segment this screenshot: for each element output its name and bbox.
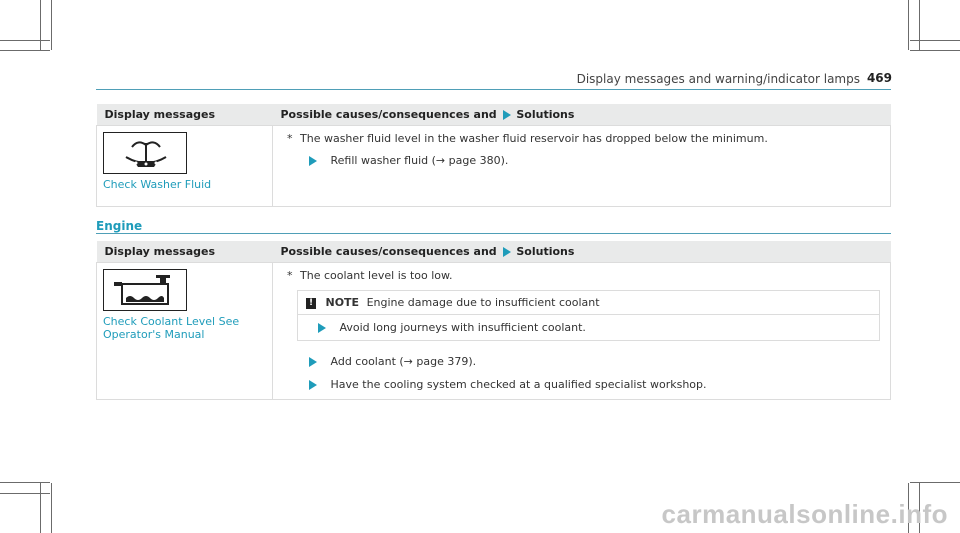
washer-fluid-icon	[103, 132, 187, 174]
running-header-text: Display messages and warning/indicator lamps	[576, 72, 860, 86]
col-header-causes: Possible causes/consequences and Solutions	[273, 241, 891, 263]
crop-mark	[0, 493, 50, 494]
crop-mark	[910, 50, 960, 51]
running-header	[577, 72, 860, 86]
display-message-text: Check Coolant Level See Operator's Manual	[103, 315, 240, 341]
solution-item: Have the cooling system checked at a qualified specialist workshop.	[307, 378, 880, 391]
action-arrow-icon	[318, 323, 326, 333]
crop-mark	[0, 40, 50, 41]
crop-mark	[51, 0, 52, 50]
col-header-display-messages: Display messages	[97, 241, 273, 263]
note-box	[297, 290, 880, 341]
crop-mark	[0, 50, 50, 51]
solution-arrow-icon	[503, 110, 511, 120]
watermark: carmanualsonline.info	[661, 499, 948, 529]
solution-item: Add coolant (→ page 379).	[307, 355, 880, 368]
section-rule	[96, 233, 891, 234]
crop-mark	[40, 483, 41, 533]
display-message-cell	[97, 263, 273, 400]
table-header-row	[97, 104, 891, 126]
display-message-text: Check Washer Fluid	[103, 178, 212, 191]
note-action: Avoid long journeys with insufficient coolant.	[298, 315, 879, 340]
crop-mark	[51, 483, 52, 533]
note-heading: ! NOTE Engine damage due to insufficient coolant	[298, 291, 879, 315]
causes-cell	[273, 126, 891, 207]
table-row	[97, 126, 891, 207]
col-header-display-messages: Display messages	[97, 104, 273, 126]
table-header-row	[97, 241, 891, 263]
display-message-cell	[97, 126, 273, 207]
page-number: 469	[866, 71, 892, 85]
section-title: Engine	[96, 219, 143, 233]
message-table-coolant	[96, 241, 891, 400]
cause-item: * The washer fluid level in the washer fluid reservoir has dropped below the minimum.	[287, 132, 768, 145]
crop-mark	[40, 0, 41, 50]
crop-mark	[908, 0, 909, 50]
solution-arrow-icon	[503, 247, 511, 257]
crop-mark	[910, 40, 960, 41]
col-header-causes: Possible causes/consequences and Solutions	[273, 104, 891, 126]
action-arrow-icon	[309, 357, 317, 367]
message-table-washer	[96, 104, 891, 207]
solution-item: Refill washer fluid (→ page 380).	[307, 154, 880, 167]
cause-item: * The coolant level is too low.	[287, 269, 453, 282]
crop-mark	[919, 0, 920, 50]
crop-mark	[0, 482, 50, 483]
causes-cell	[273, 263, 891, 400]
action-arrow-icon	[309, 156, 317, 166]
coolant-level-icon	[103, 269, 187, 311]
action-arrow-icon	[309, 380, 317, 390]
crop-mark	[910, 482, 960, 483]
header-rule	[96, 89, 891, 90]
table-row	[97, 263, 891, 400]
warning-icon: !	[306, 298, 316, 309]
